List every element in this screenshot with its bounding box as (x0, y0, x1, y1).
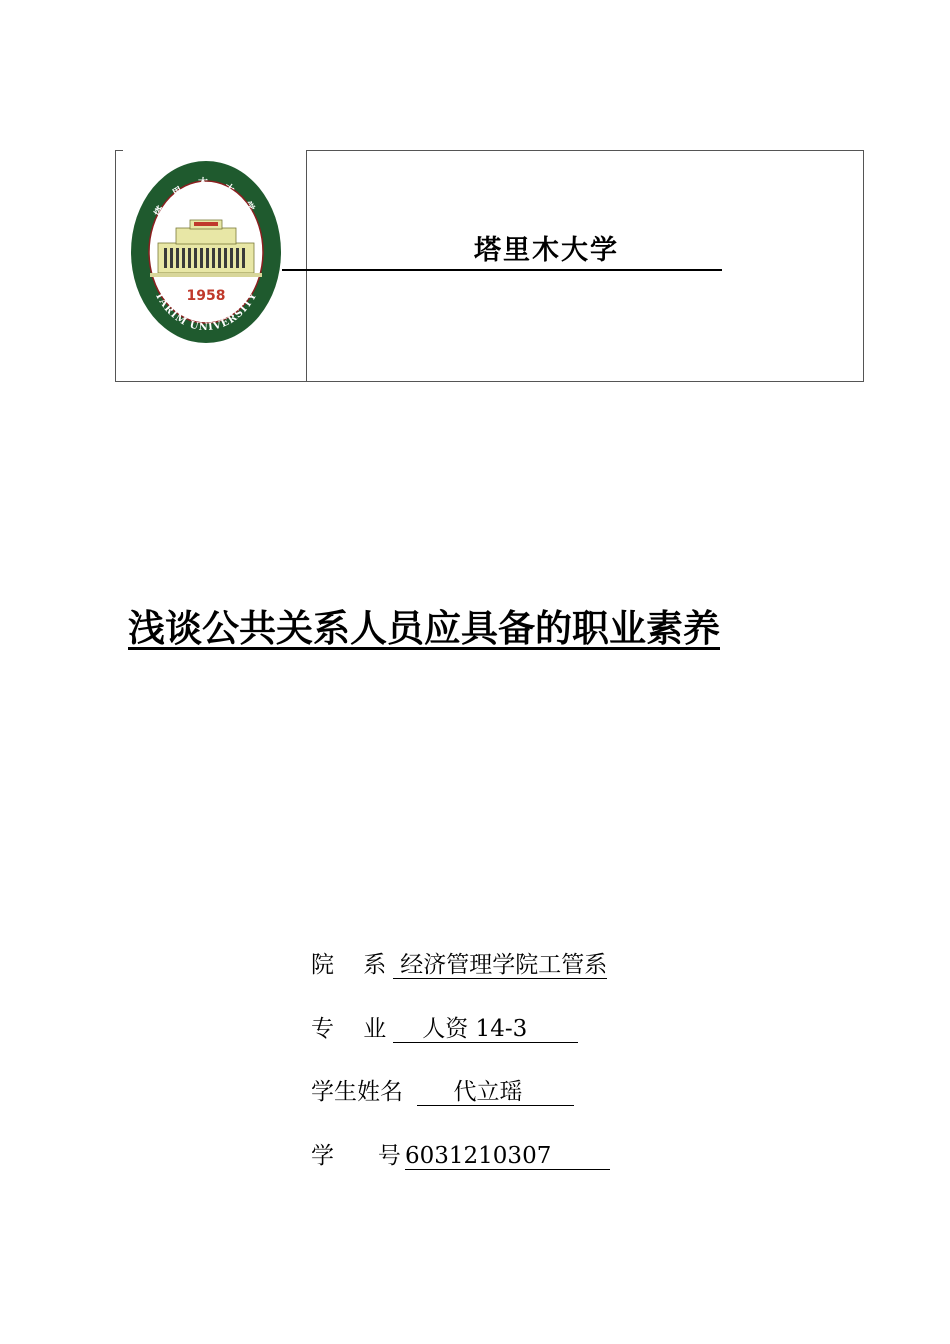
field-student-name (311, 1073, 574, 1106)
document-title: 浅谈公共关系人员应具备的职业素养 (128, 607, 720, 650)
field-student-name-value: 代立瑶 (417, 1079, 574, 1105)
field-student-name-label: 学生姓名 (311, 1079, 403, 1105)
seal-ring-text-bottom: TARIM UNIVERSITY (152, 290, 260, 334)
field-major (311, 1010, 578, 1043)
field-student-id (311, 1137, 610, 1170)
university-seal-logo (130, 160, 282, 344)
field-department (311, 946, 607, 979)
university-name: 塔里木大学 (474, 235, 619, 266)
field-major-label: 专 业 (311, 1016, 387, 1042)
header-box-top-gap (123, 150, 307, 151)
seal-year: 1958 (186, 288, 226, 304)
field-major-value: 人资 14-3 (393, 1016, 579, 1042)
field-department-label: 院 系 (311, 952, 387, 978)
field-student-id-label: 学 号 (311, 1143, 401, 1169)
header-box-right-border (863, 150, 864, 382)
seal-ring-text-top: 塔 里 木 大 学 (152, 178, 260, 220)
header-box-left-border (115, 150, 116, 382)
header-box-bottom-border (115, 381, 864, 382)
university-name-underline (282, 269, 722, 271)
field-department-value: 经济管理学院工管系 (393, 952, 608, 978)
field-student-id-value: 6031210307 (405, 1143, 610, 1169)
header-box-divider (306, 150, 307, 382)
